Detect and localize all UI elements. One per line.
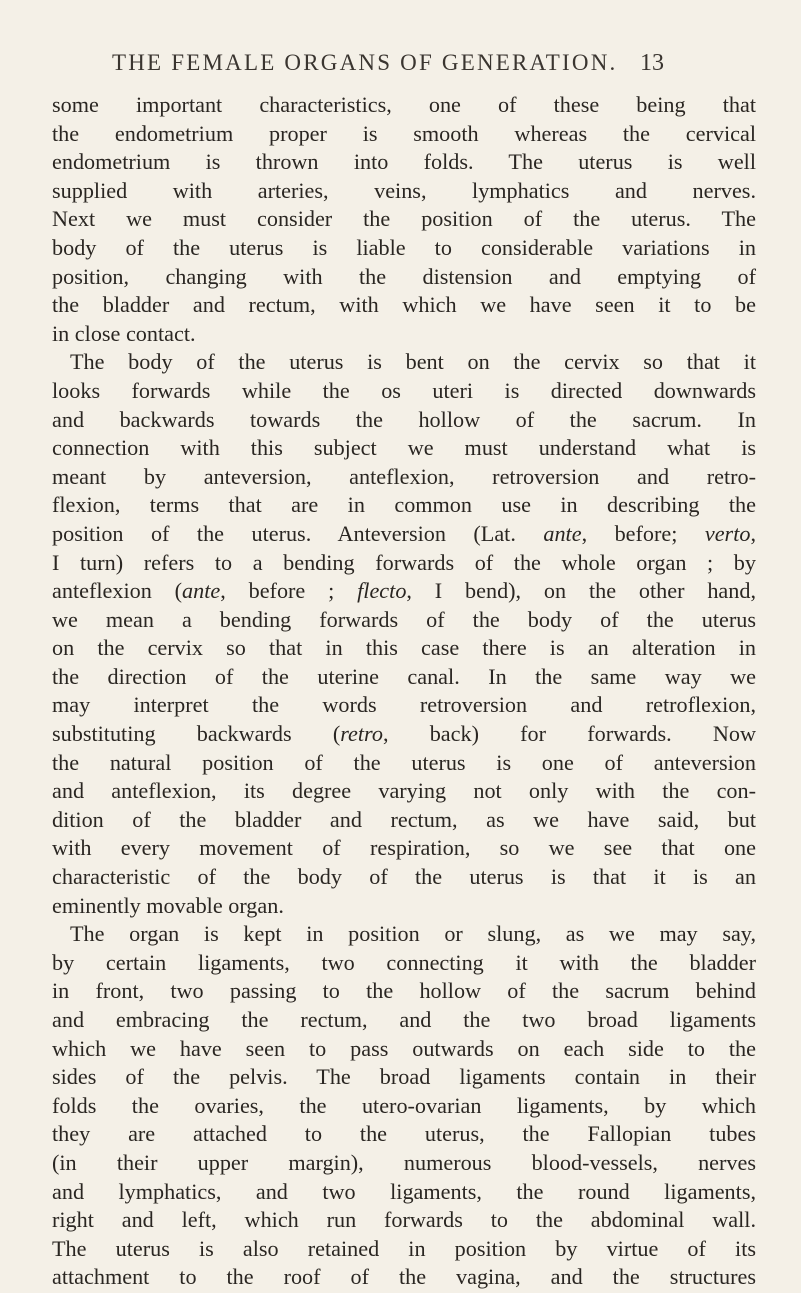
text-line: looks forwards while the os uteri is directed downwards [52, 377, 756, 403]
text-line: connection with this subject we must understand what is [52, 435, 756, 461]
text-line: substituting backwards (retro, back) for forwards. Now [52, 721, 756, 747]
text-line: (in their upper margin), numerous blood-vessels, nerves [52, 1149, 756, 1175]
text-line: with every movement of respiration, so we see that one [52, 835, 756, 861]
text-line: dition of the bladder and rectum, as we have said, but [52, 806, 756, 832]
text-line: and embracing the rectum, and the two broad ligaments [52, 1007, 756, 1032]
text-line: flexion, terms that are in common use in describing the [52, 492, 756, 518]
text-line: The uterus is also retained in position by virtue of its [52, 1235, 756, 1261]
text-line: The organ is kept in position or slung, as we may say, [70, 921, 756, 947]
text-line: may interpret the words retroversion and retroflexion, [52, 692, 756, 718]
running-head: THE FEMALE ORGANS OF GENERATION. [112, 50, 618, 75]
text-line: eminently movable organ. [52, 892, 284, 918]
text-line: by certain ligaments, two connecting it with the bladder [52, 949, 756, 975]
text-line: I turn) refers to a bending forwards of the whole organ ; by [52, 549, 756, 575]
text-line: supplied with arteries, veins, lymphatics and nerves. [52, 177, 756, 203]
page-number: 13 [640, 50, 664, 76]
text-line: on the cervix so that in this case there is an alteration in [52, 635, 756, 661]
text-line: the direction of the uterine canal. In the same way we [52, 663, 756, 689]
text-line: attachment to the roof of the vagina, and the structures [52, 1264, 756, 1290]
text-line: right and left, which run forwards to the abdominal wall. [52, 1207, 756, 1233]
text-line: endometrium is thrown into folds. The uterus is well [52, 149, 756, 175]
text-line: position, changing with the distension and emptying of [52, 263, 756, 289]
text-line: in close contact. [52, 320, 196, 346]
text-line: the bladder and rectum, with which we have seen it to be [52, 292, 756, 318]
text-line: position of the uterus. Anteversion (Lat. ante, before; verto, [52, 520, 756, 546]
text-line: characteristic of the body of the uterus is that it is an [52, 864, 756, 890]
text-line: in front, two passing to the hollow of the sacrum behind [52, 978, 756, 1004]
text-line: meant by anteversion, anteflexion, retroversion and retro- [52, 463, 756, 489]
text-line: anteflexion (ante, before ; flecto, I bend), on the other hand, [52, 578, 756, 604]
body-text [52, 91, 756, 1292]
text-line: we mean a bending forwards of the body of the uterus [52, 606, 756, 632]
text-line: and backwards towards the hollow of the sacrum. In [52, 406, 756, 432]
text-line: which we have seen to pass outwards on each side to the [52, 1035, 756, 1061]
text-line: body of the uterus is liable to considerable variations in [52, 234, 756, 260]
text-line: Next we must consider the position of the uterus. The [52, 206, 756, 232]
text-line: and lymphatics, and two ligaments, the round ligaments, [52, 1178, 756, 1204]
text-line: sides of the pelvis. The broad ligaments contain in their [52, 1064, 756, 1090]
text-line: and anteflexion, its degree varying not only with the con- [52, 778, 756, 804]
text-line: they are attached to the uterus, the Fallopian tubes [52, 1121, 756, 1147]
text-line: some important characteristics, one of these being that [52, 92, 756, 117]
text-line: The body of the uterus is bent on the cervix so that it [70, 349, 756, 375]
text-line: the natural position of the uterus is one of anteversion [52, 749, 756, 775]
text-line: folds the ovaries, the utero-ovarian ligaments, by which [52, 1092, 756, 1118]
text-line: the endometrium proper is smooth whereas the cervical [52, 120, 756, 146]
